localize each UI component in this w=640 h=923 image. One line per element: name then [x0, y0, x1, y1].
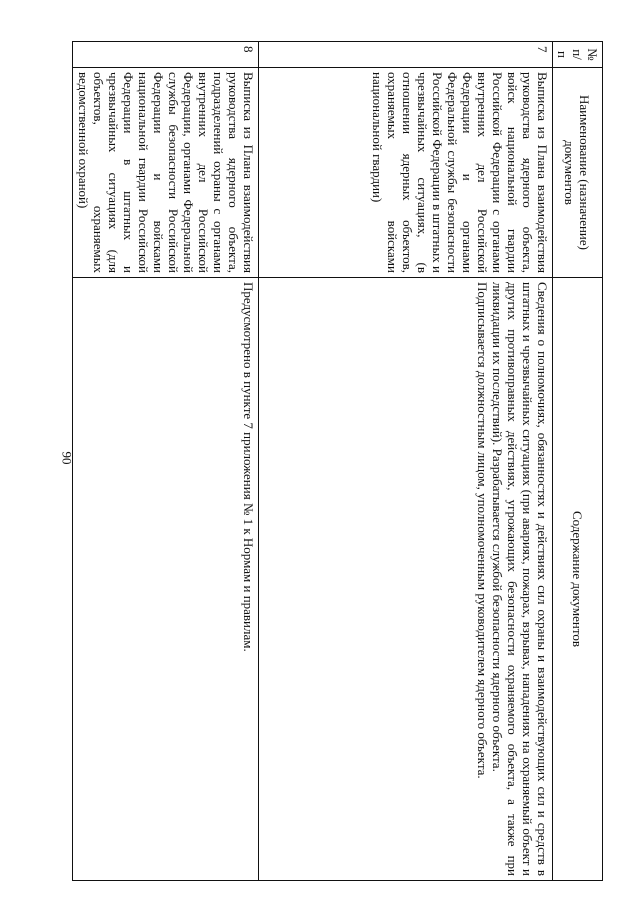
- header-name: Наименование (назначение) документов: [553, 68, 603, 278]
- document-content: [259, 278, 553, 881]
- table-row: [73, 42, 259, 881]
- header-content: Содержание документов: [553, 278, 603, 881]
- rotated-table-wrapper: [76, 41, 603, 881]
- table-header-row: [553, 42, 603, 881]
- document-name: Выписка из Плана взаимодействия руководства ядерного объекта, войск национальной гвардии Российской Федерации с органами внутренних дел Российской Федерации и органами Федеральной службы безопасности Российской Федерации в штатных и чрезвычайных ситуациях, (в отношении ядерных объектов, охраняемых войсками национальной гвардии): [259, 68, 553, 278]
- document-content: [73, 278, 259, 881]
- content-paragraph: Сведения о полномочиях, обязанностях и действиях сил охраны и взаимодействующих сил и средств в штатных и чрезвычайных ситуациях (при авариях, пожарах, взрывах, нападениях на охраняемый объект и других противоправных действиях, угрожающих безопасности охраняемого объекта, а также при ликвидации их последствий). Разрабатывается службой безопасности ядерного объекта.: [490, 282, 550, 876]
- documents-table: [72, 41, 603, 881]
- table-row: [259, 42, 553, 881]
- row-number: 7: [259, 42, 553, 68]
- content-paragraph: Подписывается должностным лицом, уполномоченным руководителем ядерного объекта.: [475, 282, 490, 779]
- document-name: Выписка из Плана взаимодействия руководства ядерного объекта, подразделений охраны с органами внутренних дел Российской Федерации, органами Федеральной службы безопасности Российской Федерации и войсками национальной гвардии Российской Федерации в штатных и чрезвычайных ситуациях (для объектов, охраняемых ведомственной охраной): [73, 68, 259, 278]
- page-number: 90: [59, 451, 75, 465]
- row-number: 8: [73, 42, 259, 68]
- content-paragraph: Предусмотрено в пункте 7 приложения № 1 к Нормам и правилам.: [241, 282, 256, 652]
- header-num: № п/п: [553, 42, 603, 68]
